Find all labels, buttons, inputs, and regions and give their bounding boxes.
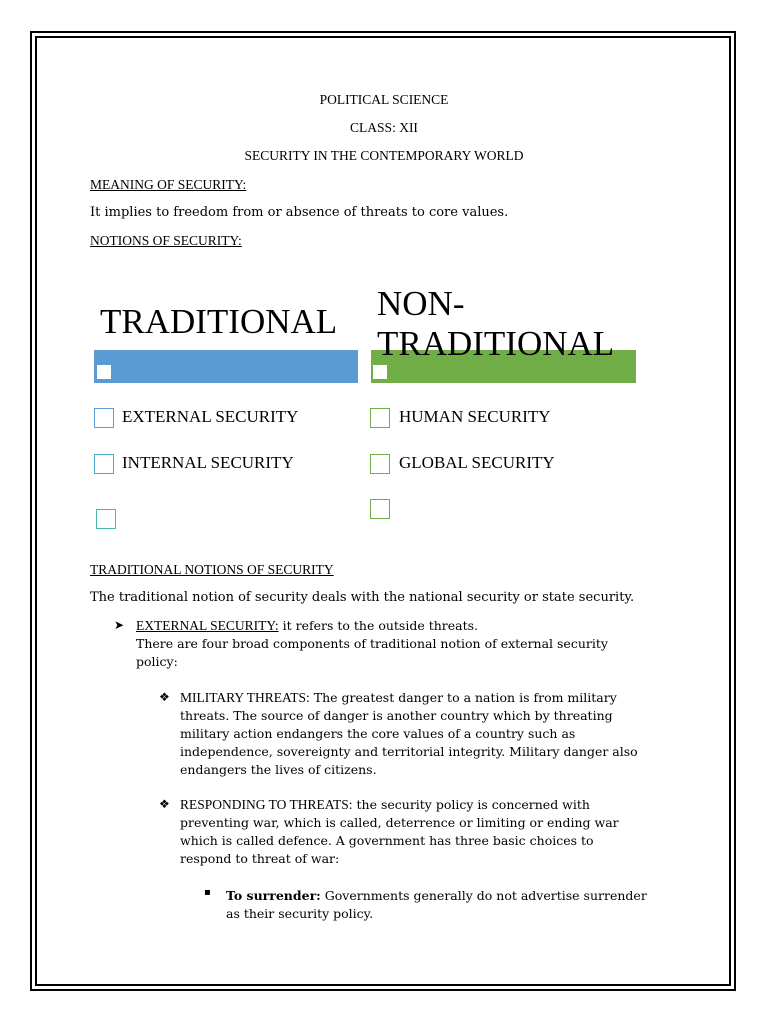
non-traditional-title-line1: NON- [377, 284, 465, 323]
meaning-heading: MEANING OF SECURITY: [90, 177, 247, 192]
military-line5: endangers the lives of citizens. [180, 762, 377, 777]
global-security-label: GLOBAL SECURITY [399, 453, 555, 472]
surrender-line1: To surrender: Governments generally do not advertise surrender [226, 888, 647, 903]
internal-security-label: INTERNAL SECURITY [122, 453, 294, 472]
traditional-title: TRADITIONAL [100, 302, 338, 341]
external-security-line1 [136, 617, 478, 635]
square-bullet-icon: ▪ [204, 887, 211, 898]
responding-line4: respond to threat of war: [180, 851, 340, 866]
human-security-label: HUMAN SECURITY [399, 407, 551, 426]
external-security-box [94, 408, 114, 428]
diamond-bullet-icon: ❖ [159, 690, 170, 704]
responding-line3: which is called defence. A government has three basic choices to [180, 833, 594, 848]
class-title: CLASS: XII [350, 120, 418, 135]
non-traditional-bar-box [372, 364, 388, 380]
responding-heading: RESPONDING TO THREATS: [180, 797, 353, 812]
notions-heading: NOTIONS OF SECURITY: [90, 233, 242, 248]
external-security-line3: policy: [136, 654, 178, 669]
global-security-box [370, 454, 390, 474]
military-line3: military action endangers the core values of a country such as [180, 726, 576, 741]
human-security-box [370, 408, 390, 428]
meaning-text: It implies to freedom from or absence of threats to core values. [90, 205, 509, 220]
internal-security-box [94, 454, 114, 474]
responding-line2: preventing war, which is called, deterrence or limiting or ending war [180, 815, 619, 830]
military-heading: MILITARY THREATS: [180, 690, 310, 705]
diamond-bullet-icon: ❖ [159, 797, 170, 811]
external-security-line2: There are four broad components of traditional notion of external security [136, 636, 608, 651]
military-line1: MILITARY THREATS: The greatest danger to a nation is from military [180, 690, 617, 705]
military-line4: independence, sovereignty and territorial integrity. Military danger also [180, 744, 638, 759]
responding-line1: RESPONDING TO THREATS: the security policy is concerned with [180, 797, 590, 812]
empty-traditional-box [96, 509, 116, 529]
military-line2: threats. The source of danger is another country which by threating [180, 708, 613, 723]
surrender-heading: To surrender: [226, 888, 321, 903]
empty-non-traditional-box [370, 499, 390, 519]
non-traditional-title-line2: TRADITIONAL [377, 324, 615, 363]
traditional-notions-heading: TRADITIONAL NOTIONS OF SECURITY [90, 562, 334, 577]
chapter-title: SECURITY IN THE CONTEMPORARY WORLD [244, 148, 524, 163]
traditional-notions-intro: The traditional notion of security deals with the national security or state security. [90, 590, 635, 605]
external-security-label: EXTERNAL SECURITY [122, 407, 299, 426]
external-security-heading: EXTERNAL SECURITY: [136, 618, 279, 633]
external-security-text: it refers to the outside threats. [278, 618, 479, 633]
subject-title: POLITICAL SCIENCE [319, 92, 449, 107]
surrender-line2: as their security policy. [226, 906, 374, 921]
arrow-bullet-icon: ➤ [114, 618, 125, 632]
traditional-bar [94, 350, 358, 383]
traditional-bar-box [96, 364, 112, 380]
